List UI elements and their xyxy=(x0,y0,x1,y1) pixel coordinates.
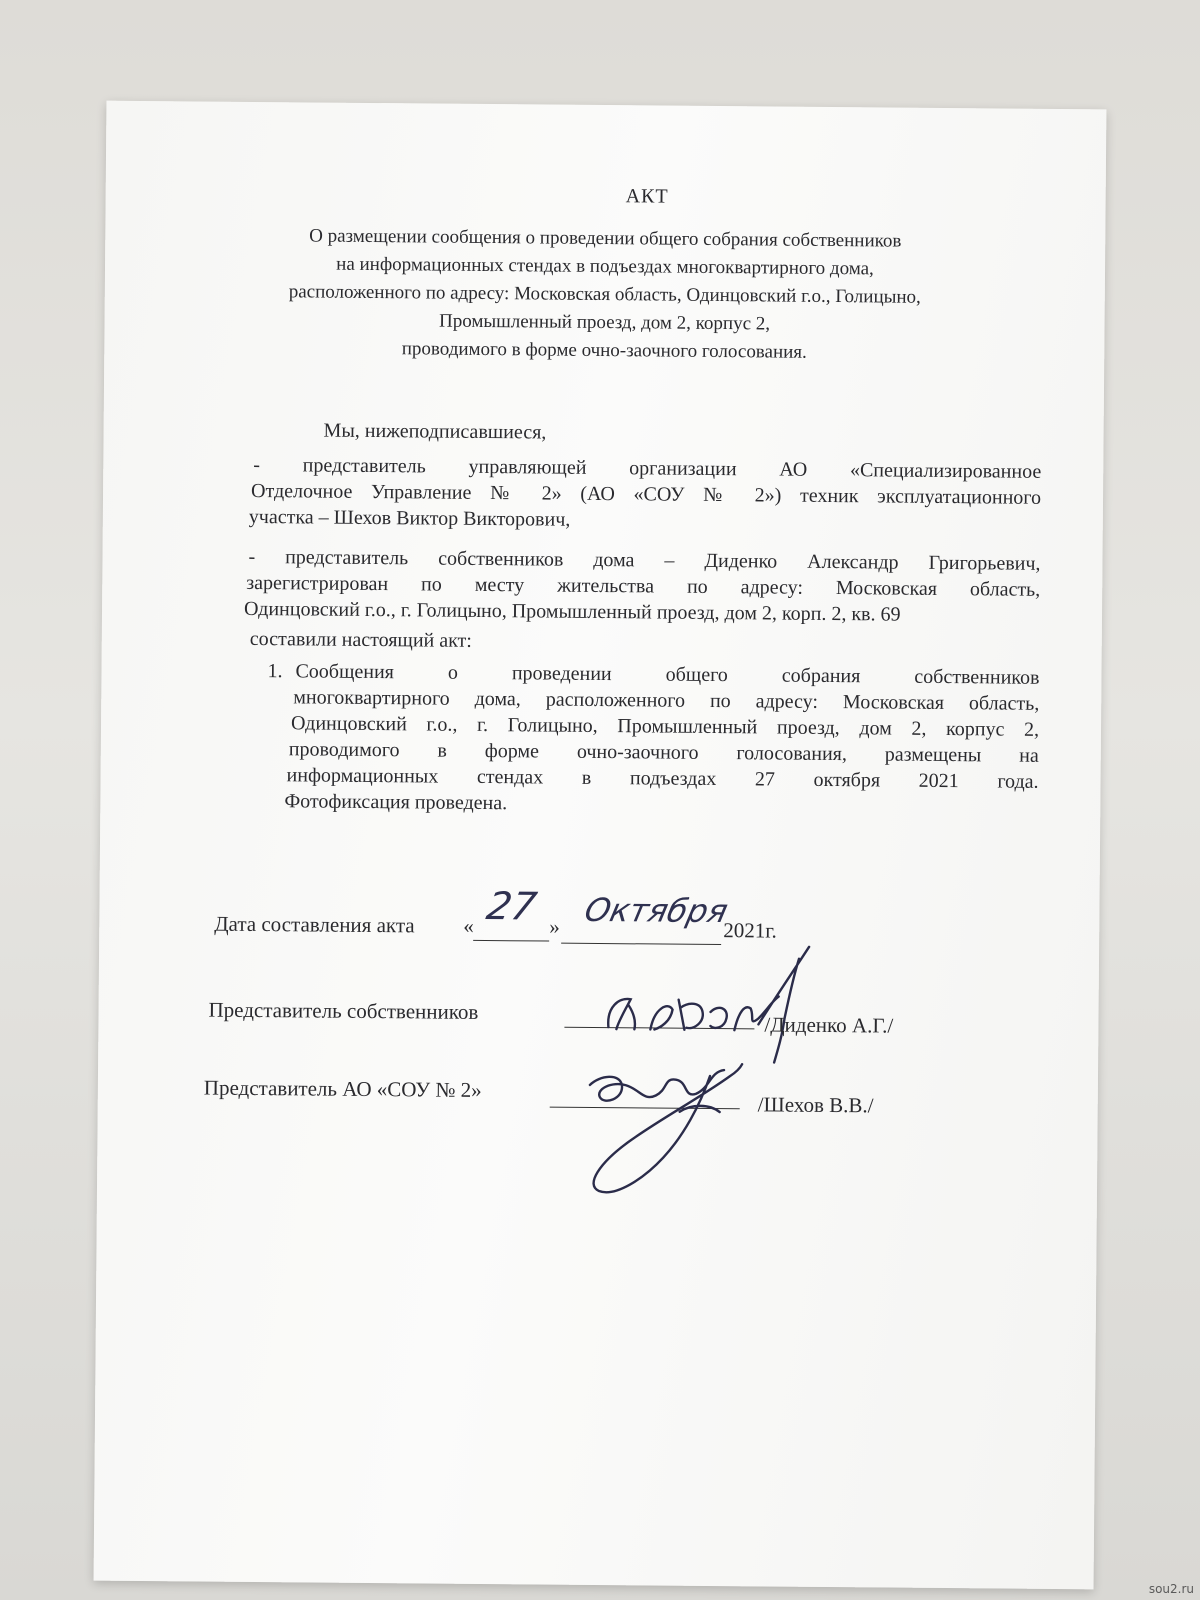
intro-line: Мы, нижеподписавшиеся, xyxy=(323,419,547,444)
company-rep-name: /Шехов В.В./ xyxy=(757,1092,874,1118)
header-line-2: на информационных стендах в подъездах многоквартирного дома, xyxy=(336,253,874,280)
date-open-quote: « xyxy=(463,913,474,938)
date-close-quote: » xyxy=(549,914,560,939)
date-label: Дата составления акта xyxy=(214,911,415,938)
item-line-4: проводимого в форме очно-заочного голосования, размещены на xyxy=(288,738,1039,767)
item-number: 1. xyxy=(267,660,283,683)
owner-rep-line-1: - представитель собственников дома – Диденко Александр Григорьевич, xyxy=(248,545,1041,575)
header-line-5: проводимого в форме очно-заочного голосования. xyxy=(401,338,807,363)
header-line-3: расположенного по адресу: Московская область, Одинцовский г.о., Голицыно, xyxy=(288,281,921,308)
item-line-1: Сообщения о проведении общего собрания собственников xyxy=(295,660,1040,689)
owner-rep-line-2: зарегистрирован по месту жительства по адресу: Московская область, xyxy=(246,571,1041,601)
owners-rep-name: /Диденко А.Г./ xyxy=(764,1012,894,1038)
org-rep-line-1: - представитель управляющей организации АО «Специализированное xyxy=(253,453,1042,483)
handwritten-month: Октября xyxy=(581,890,732,931)
company-rep-label: Представитель АО «СОУ № 2» xyxy=(203,1075,482,1102)
company-signature-scribble xyxy=(559,1045,780,1207)
item-line-2: многоквартирного дома, расположенного по адресу: Московская область, xyxy=(293,686,1040,715)
item-line-3: Одинцовский г.о., г. Голицыно, Промышленный проезд, дом 2, корпус 2, xyxy=(290,712,1040,741)
handwritten-day: 27 xyxy=(483,884,540,929)
composed-line: составили настоящий акт: xyxy=(249,627,473,652)
site-watermark: sou2.ru xyxy=(1148,1582,1194,1596)
document-sheet xyxy=(94,101,1107,1590)
org-rep-line-3: участка – Шехов Виктор Викторович, xyxy=(248,505,571,531)
date-year: 2021г. xyxy=(723,918,777,943)
document-title: АКТ xyxy=(625,185,669,208)
org-rep-line-2: Отделочное Управление № 2» (АО «СОУ № 2») техник эксплуатационного xyxy=(250,479,1042,509)
item-line-6: Фотофиксация проведена. xyxy=(284,790,508,815)
header-line-4: Промышленный проезд, дом 2, корпус 2, xyxy=(438,310,771,335)
item-line-5: информационных стендах в подъездах 27 октября 2021 года. xyxy=(286,764,1039,793)
owners-rep-label: Представитель собственников xyxy=(208,997,479,1024)
date-day-line xyxy=(473,940,549,942)
owner-rep-line-3: Одинцовский г.о., г. Голицыно, Промышленный проезд, дом 2, корп. 2, кв. 69 xyxy=(243,597,901,626)
header-line-1: О размещении сообщения о проведении общего собрания собственников xyxy=(309,225,902,252)
